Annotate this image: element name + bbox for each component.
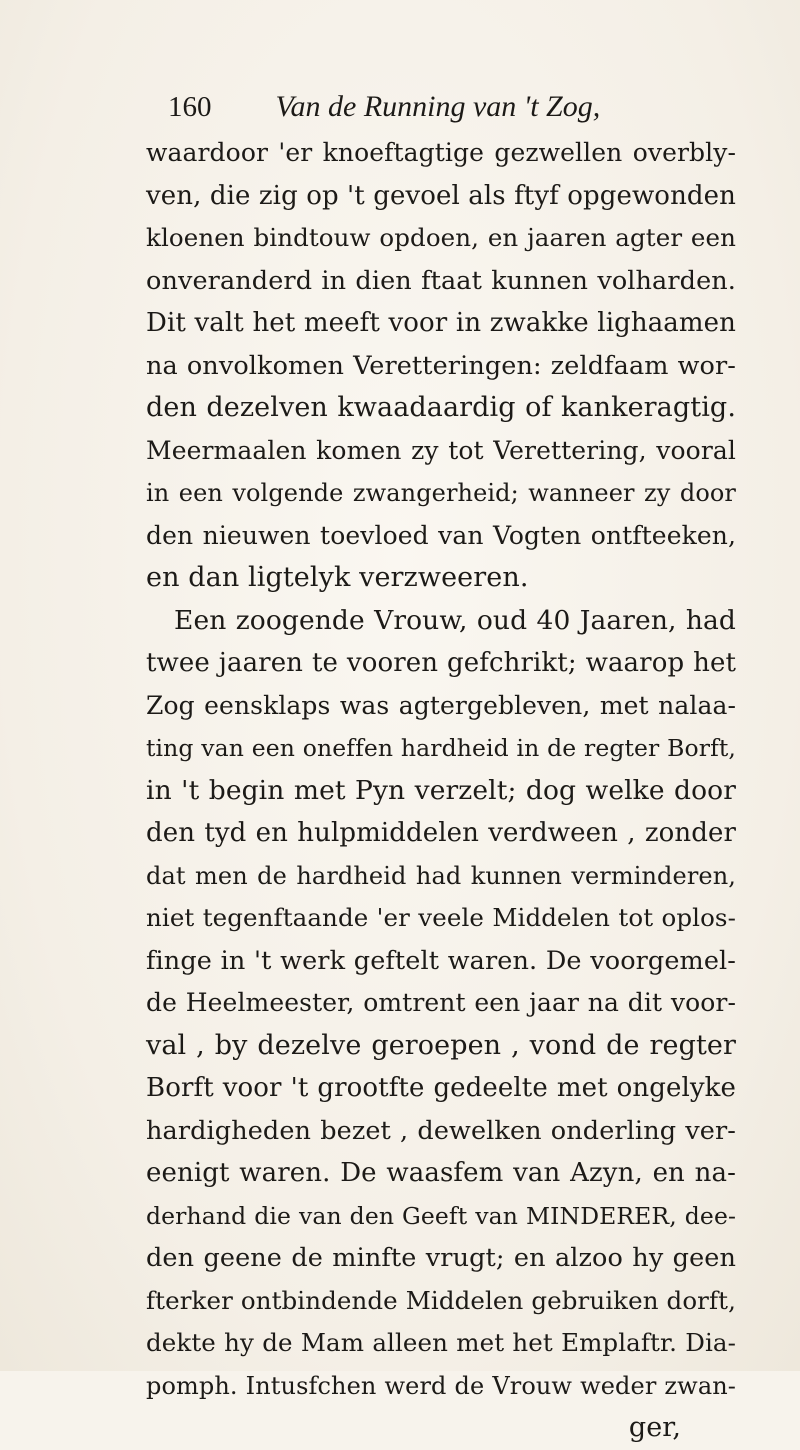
text-line: niet tegenftaande 'er veele Middelen tot oplos- [146,903,736,932]
text-line: derhand die van den Geeft van MINDERER, dee- [146,1201,736,1230]
text-line: hardigheden bezet , dewelken onderling ver- [146,1115,736,1146]
text-line: dekte hy de Mam alleen met het Emplaftr. Dia- [146,1328,736,1357]
text-line: dat men de hardheid had kunnen verminderen, [146,861,736,890]
text-line: Meermaalen komen zy tot Verettering, vooral [146,435,736,465]
text-line: fterker ontbindende Middelen gebruiken dorft, [146,1285,736,1315]
text-line: en dan ligtelyk verzweeren. [146,562,529,593]
text-line: den nieuwen toevloed van Vogten ontfteeken, [146,520,736,550]
text-line: in een volgende zwangerheid; wanneer zy door [146,479,736,507]
text-line: ting van een oneffen hardheid in de regter Borft, [146,734,736,762]
text-line: finge in 't werk geftelt waren. De voorgemel- [146,945,736,976]
text-line: in 't begin met Pyn verzelt; dog welke door [146,774,736,806]
text-line: Dit valt het meeft voor in zwakke lighaamen [146,308,736,338]
text-line: onveranderd in dien ftaat kunnen volharden. [146,265,736,296]
text-line: kloenen bindtouw opdoen, en jaaren agter een [146,223,736,252]
catchword: ger, [628,1412,681,1443]
text-line: val , by dezelve geroepen , vond de regter [146,1029,736,1061]
text-line: waardoor 'er knoeftagtige gezwellen overbly- [146,138,736,167]
text-line: Borft voor 't grootfte gedeelte met ongelyke [146,1073,736,1103]
text-line: na onvolkomen Veretteringen: zeldfaam wor- [146,350,736,381]
text-line: Zog eensklaps was agtergebleven, met nalaa- [146,690,736,720]
text-line: twee jaaren te vooren gefchrikt; waarop het [146,648,736,678]
text-line: de Heelmeester, omtrent een jaar na dit voor- [146,988,736,1017]
text-line: den geene de minfte vrugt; en alzoo hy geen [146,1243,736,1273]
running-title: Van de Running van 't Zog, [275,90,601,123]
page-header [168,84,728,130]
body-text [146,132,736,1450]
page-number: 160 [168,91,212,123]
text-line: den tyd en hulpmiddelen verdween , zonder [146,818,736,848]
text-line: Een zoogende Vrouw, oud 40 Jaaren, had [174,604,736,636]
text-line: den dezelven kwaadaardig of kankeragtig. [146,392,736,423]
text-line: eenigt waren. De waasfem van Azyn, en na- [146,1158,736,1188]
text-line: pomph. Intusfchen werd de Vrouw weder zwan- [146,1371,736,1400]
text-line: ven, die zig op 't gevoel als ftyf opgewonden [146,180,736,211]
